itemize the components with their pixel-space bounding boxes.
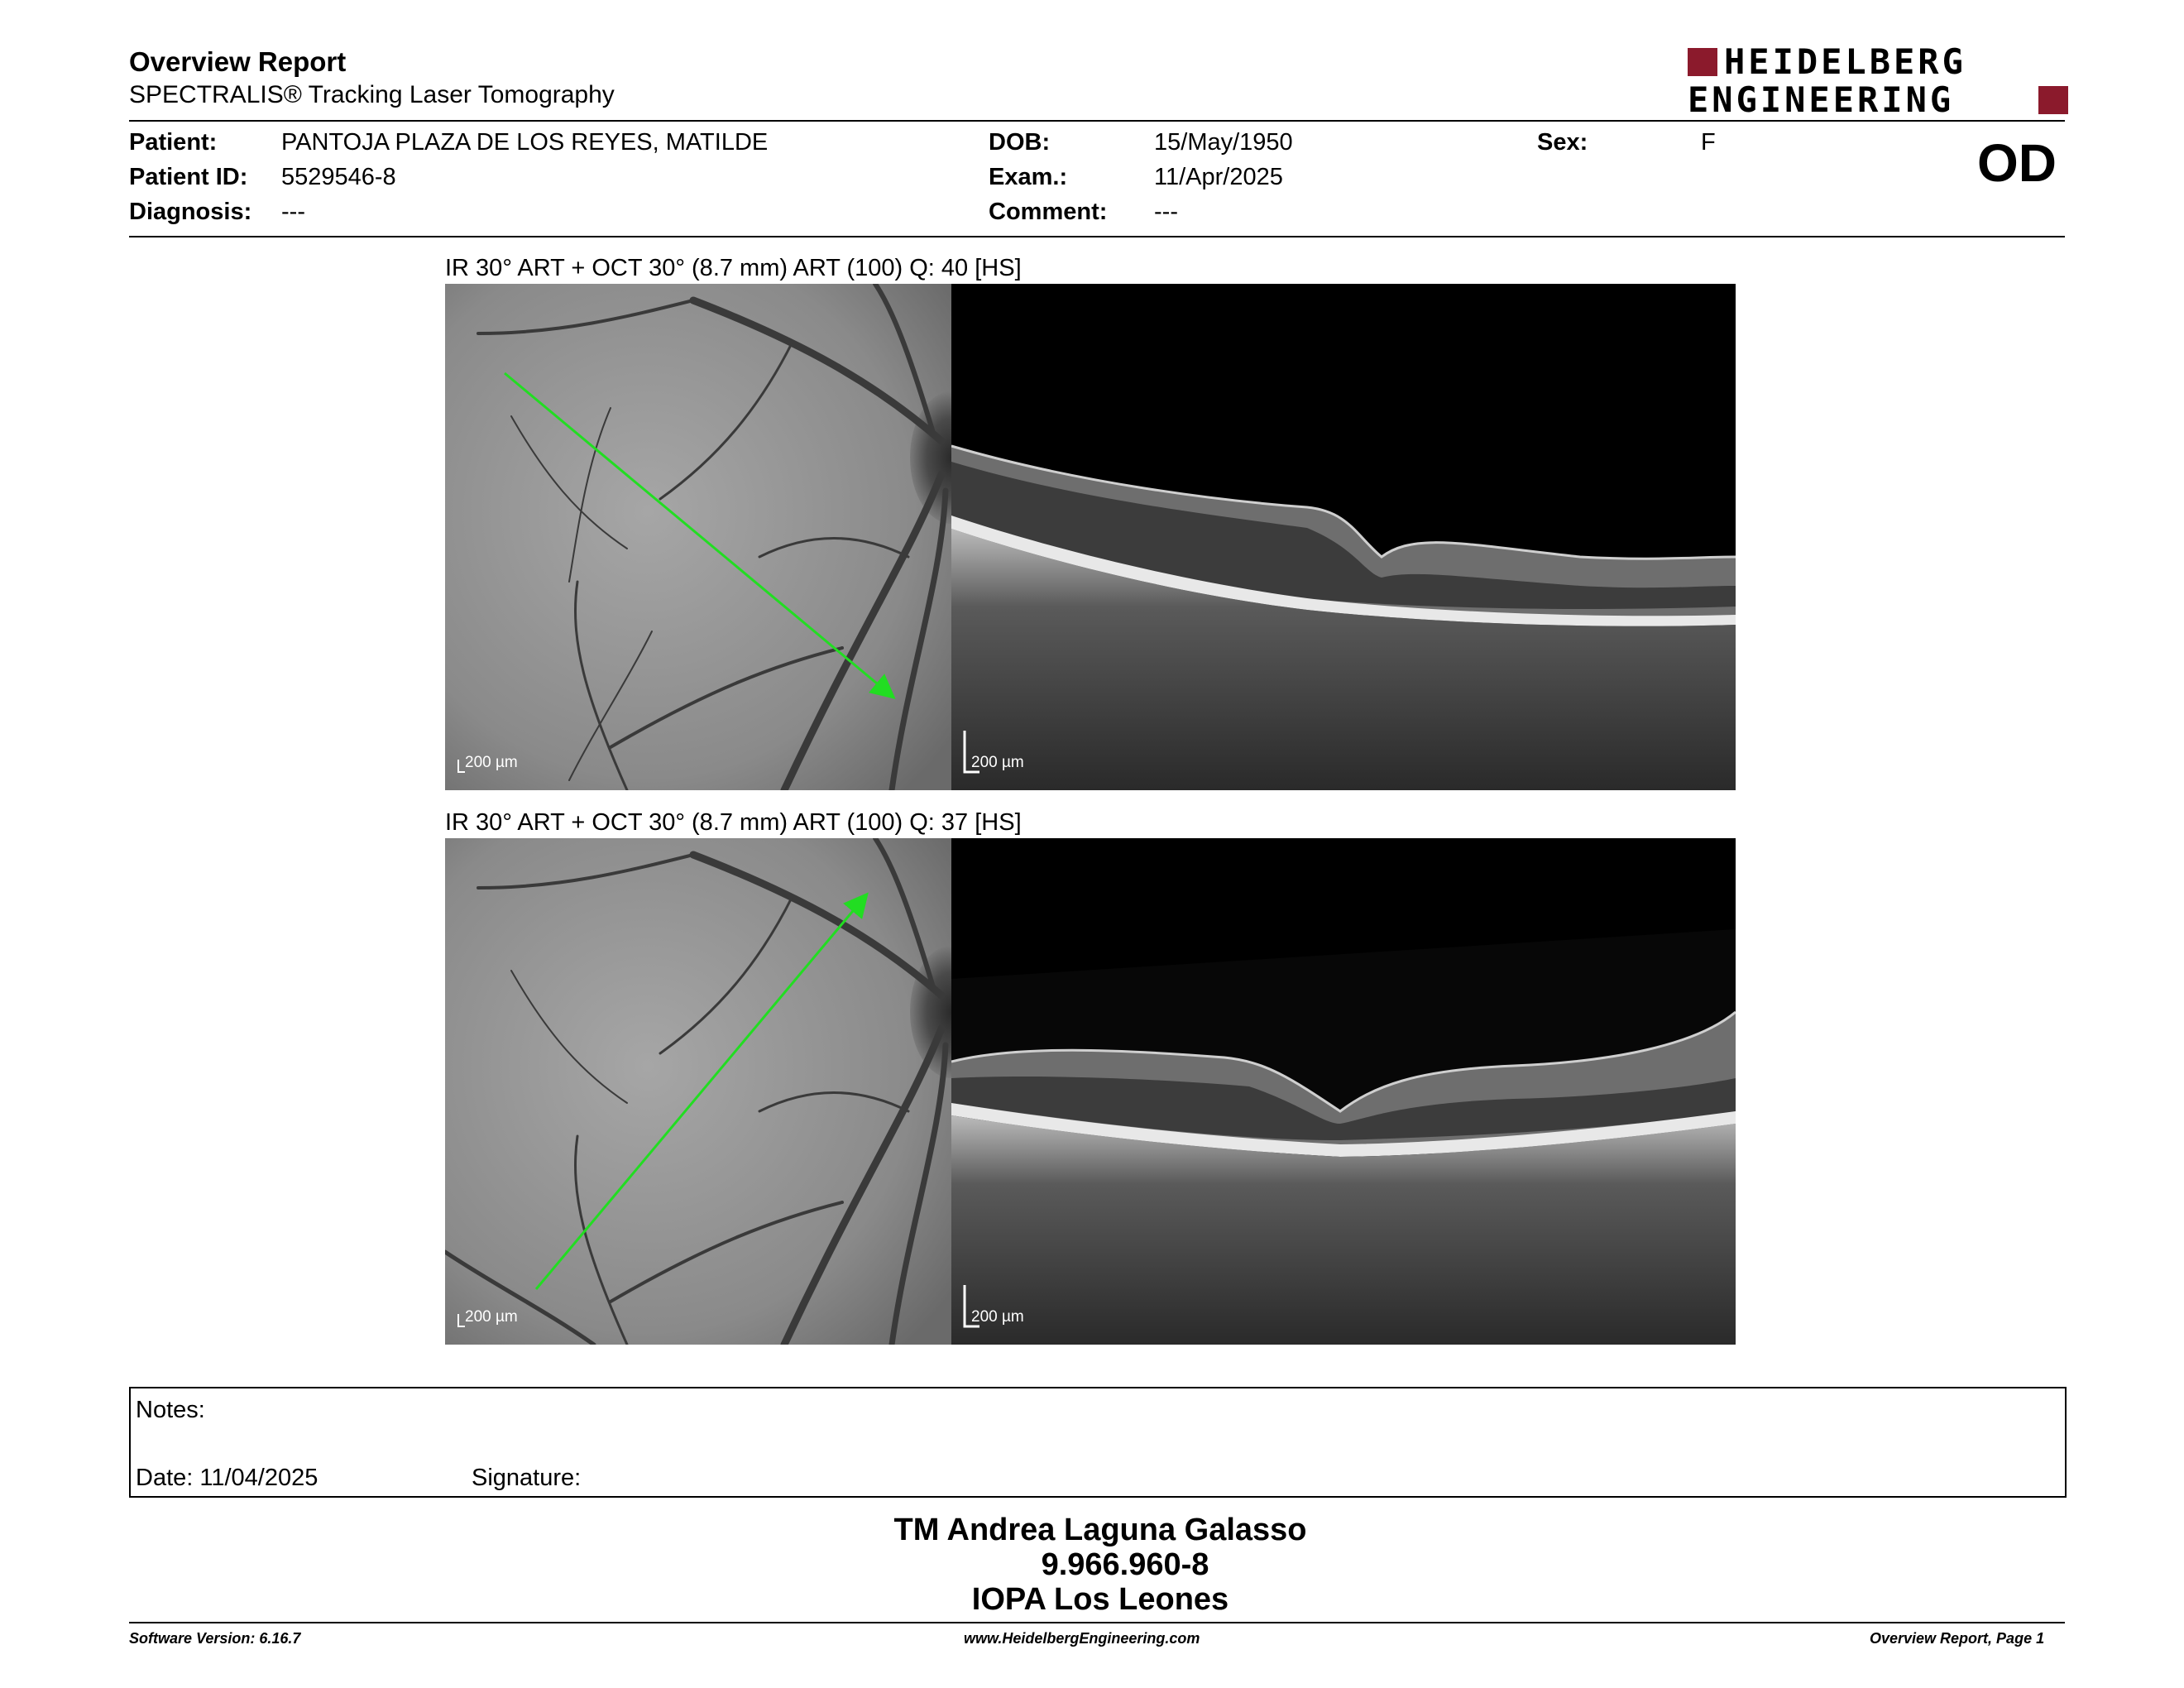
exam-label: Exam.: (989, 164, 1068, 190)
notes-box (129, 1387, 2067, 1498)
exam-value: 11/Apr/2025 (1154, 164, 1283, 190)
oct-scale-label: 200 µm (971, 1308, 1024, 1326)
scan-caption: IR 30° ART + OCT 30° (8.7 mm) ART (100) Q: 37 [HS] (445, 809, 1022, 836)
patient-label: Patient: (129, 129, 218, 156)
technician-name: TM Andrea Laguna Galasso (893, 1513, 1307, 1547)
eye-indicator: OD (1977, 133, 2057, 193)
dob-label: DOB: (989, 129, 1051, 156)
technician-id: 9.966.960-8 (1041, 1547, 1209, 1582)
logo-line1: HEIDELBERG (1724, 41, 1966, 82)
logo-square-bottom (2038, 86, 2068, 114)
dob-value: 15/May/1950 (1154, 129, 1293, 156)
diagnosis-value: --- (281, 199, 305, 225)
institution-name: IOPA Los Leones (971, 1582, 1229, 1617)
diagnosis-label: Diagnosis: (129, 199, 252, 225)
heidelberg-logo (1688, 41, 2068, 120)
sex-label: Sex: (1537, 129, 1588, 156)
fundus-scale-label: 200 µm (465, 1308, 518, 1326)
patient-name: PANTOJA PLAZA DE LOS REYES, MATILDE (281, 129, 769, 156)
oct-bscan (951, 838, 1736, 1345)
software-version: Software Version: 6.16.7 (129, 1630, 301, 1647)
patient-id: 5529546-8 (281, 164, 396, 190)
website-link[interactable]: www.HeidelbergEngineering.com (964, 1630, 1200, 1647)
notes-date: Date: 11/04/2025 (136, 1465, 318, 1491)
sex-value: F (1701, 129, 1716, 156)
notes-label: Notes: (136, 1397, 205, 1423)
oct-bscan (951, 284, 1736, 790)
logo-square-top (1688, 48, 1717, 76)
header-rule-top (129, 120, 2065, 122)
report-subtitle: SPECTRALIS® Tracking Laser Tomography (129, 81, 615, 108)
fundus-image (445, 838, 951, 1345)
fundus-image (445, 284, 951, 790)
comment-label: Comment: (989, 199, 1108, 225)
comment-value: --- (1154, 199, 1178, 225)
report-title: Overview Report (129, 46, 347, 77)
page-number: Overview Report, Page 1 (1870, 1630, 2045, 1647)
patient-id-label: Patient ID: (129, 164, 248, 190)
oct-scale-label: 200 µm (971, 754, 1024, 771)
footer-rule (129, 1622, 2065, 1623)
logo-line2: ENGINEERING (1688, 79, 1955, 120)
fundus-scale-label: 200 µm (465, 754, 518, 771)
scan-caption: IR 30° ART + OCT 30° (8.7 mm) ART (100) Q: 40 [HS] (445, 255, 1022, 281)
signature-label: Signature: (472, 1465, 582, 1491)
header-rule-bottom (129, 236, 2065, 237)
